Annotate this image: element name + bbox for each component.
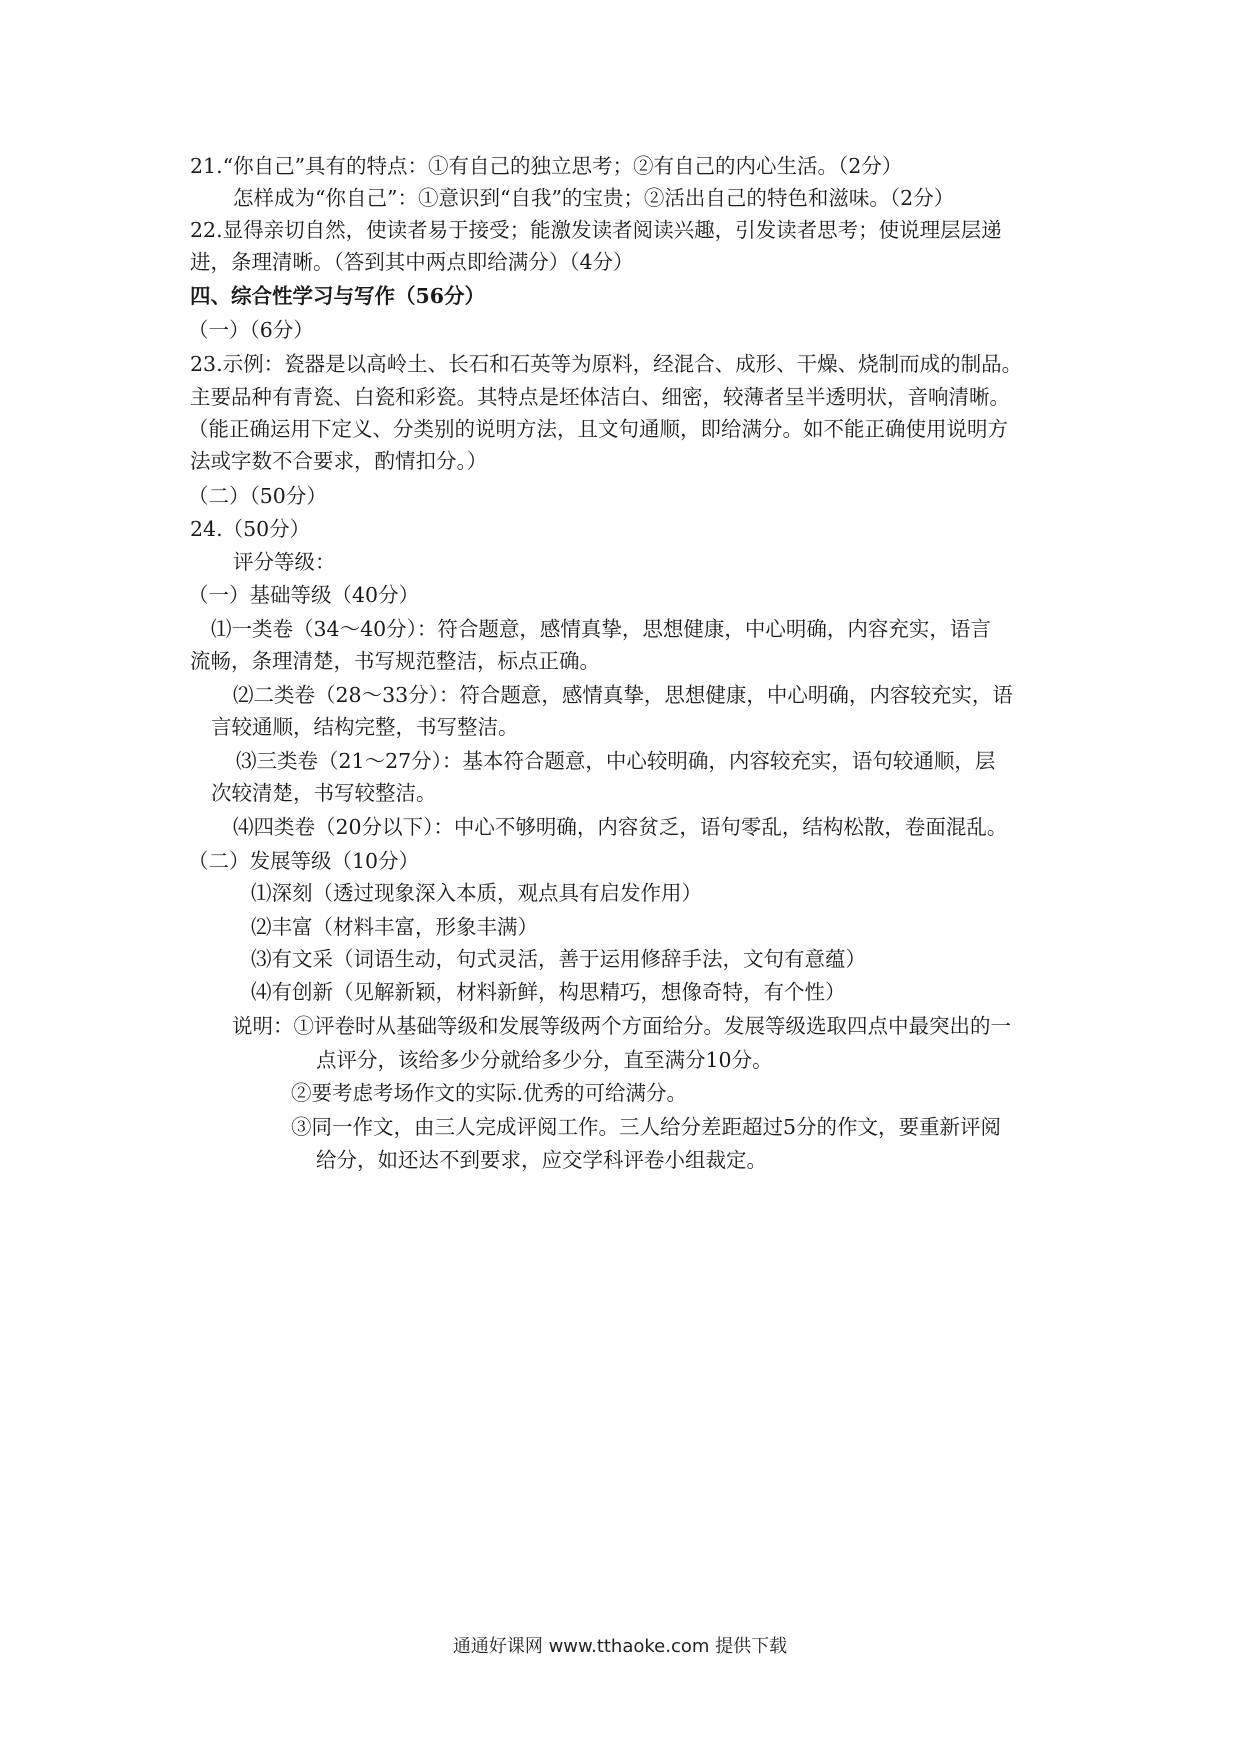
answer-23-line-3: （能正确运用下定义、分类别的说明方法，且文句通顺，即给满分。如不能正确使用说明方: [188, 417, 1008, 441]
grade-3-line-2: 次较清楚，书写较整洁。: [211, 781, 437, 805]
grade-3-line-1: ⑶三类卷（21～27分）：基本符合题意，中心较明确，内容较充实，语句较通顺，层: [236, 749, 996, 773]
development-level-heading: （二）发展等级（10分）: [188, 849, 420, 873]
page-footer: 通通好课网 www.tthaoke.com 提供下载: [452, 1636, 788, 1657]
answer-21-line-2: 怎样成为“你自己”：①意识到“自我”的宝贵；②活出自己的特色和滋味。（2分）: [233, 186, 955, 210]
subsection-2-heading: （二）（50分）: [188, 484, 327, 508]
grading-levels-label: 评分等级：: [233, 550, 336, 574]
grade-4-line: ⑷四类卷（20分以下）：中心不够明确，内容贫乏，语句零乱，结构松散，卷面混乱。: [233, 815, 1008, 839]
subsection-1-heading: （一）（6分）: [188, 318, 314, 342]
development-item-3: ⑶有文采（词语生动，句式灵活，善于运用修辞手法，文句有意蕴）: [251, 947, 866, 971]
answer-23-line-4: 法或字数不合要求，酌情扣分。）: [190, 449, 488, 473]
answer-22-line-1: 22.显得亲切自然，使读者易于接受；能激发读者阅读兴趣，引发读者思考；使说理层层递: [190, 218, 1002, 242]
grade-1-line-1: ⑴一类卷（34～40分）：符合题意，感情真挚，思想健康，中心明确，内容充实，语言: [211, 617, 991, 641]
answer-22-line-2: 进，条理清晰。（答到其中两点即给满分）（4分）: [190, 250, 634, 274]
note-3-line-1: ③同一作文，由三人完成评阅工作。三人给分差距超过5分的作文，要重新评阅: [291, 1115, 1002, 1139]
development-item-4: ⑷有创新（见解新颖，材料新鲜，构思精巧，想像奇特，有个性）: [251, 980, 846, 1004]
note-3-line-2: 给分，如还达不到要求，应交学科评卷小组裁定。: [316, 1148, 767, 1172]
note-1-line-1: 说明：①评卷时从基础等级和发展等级两个方面给分。发展等级选取四点中最突出的一: [232, 1014, 1011, 1038]
note-1-line-2: 点评分，该给多少分就给多少分，直至满分10分。: [316, 1048, 773, 1072]
answer-23-line-1: 23.示例：瓷器是以高岭土、长石和石英等为原料，经混合、成形、干燥、烧制而成的制品。: [190, 352, 1023, 376]
development-item-2: ⑵丰富（材料丰富，形象丰满）: [251, 915, 538, 939]
section-heading: 四、综合性学习与写作（56分）: [190, 284, 486, 308]
note-2-line: ②要考虑考场作文的实际.优秀的可给满分。: [291, 1081, 688, 1105]
development-item-1: ⑴深刻（透过现象深入本质，观点具有启发作用）: [251, 881, 702, 905]
grade-2-line-1: ⑵二类卷（28～33分）：符合题意，感情真挚，思想健康，中心明确，内容较充实，语: [233, 683, 1013, 707]
grade-2-line-2: 言较通顺，结构完整，书写整洁。: [211, 715, 519, 739]
answer-23-line-2: 主要品种有青瓷、白瓷和彩瓷。其特点是坯体洁白、细密，较薄者呈半透明状，音响清晰。: [190, 385, 1010, 409]
grade-1-line-2: 流畅，条理清楚，书写规范整洁，标点正确。: [190, 649, 600, 673]
basic-level-heading: （一）基础等级（40分）: [188, 583, 420, 607]
answer-21-line-1: 21.“你自己”具有的特点：①有自己的独立思考；②有自己的内心生活。（2分）: [190, 154, 903, 178]
answer-24-heading: 24.（50分）: [190, 517, 311, 541]
